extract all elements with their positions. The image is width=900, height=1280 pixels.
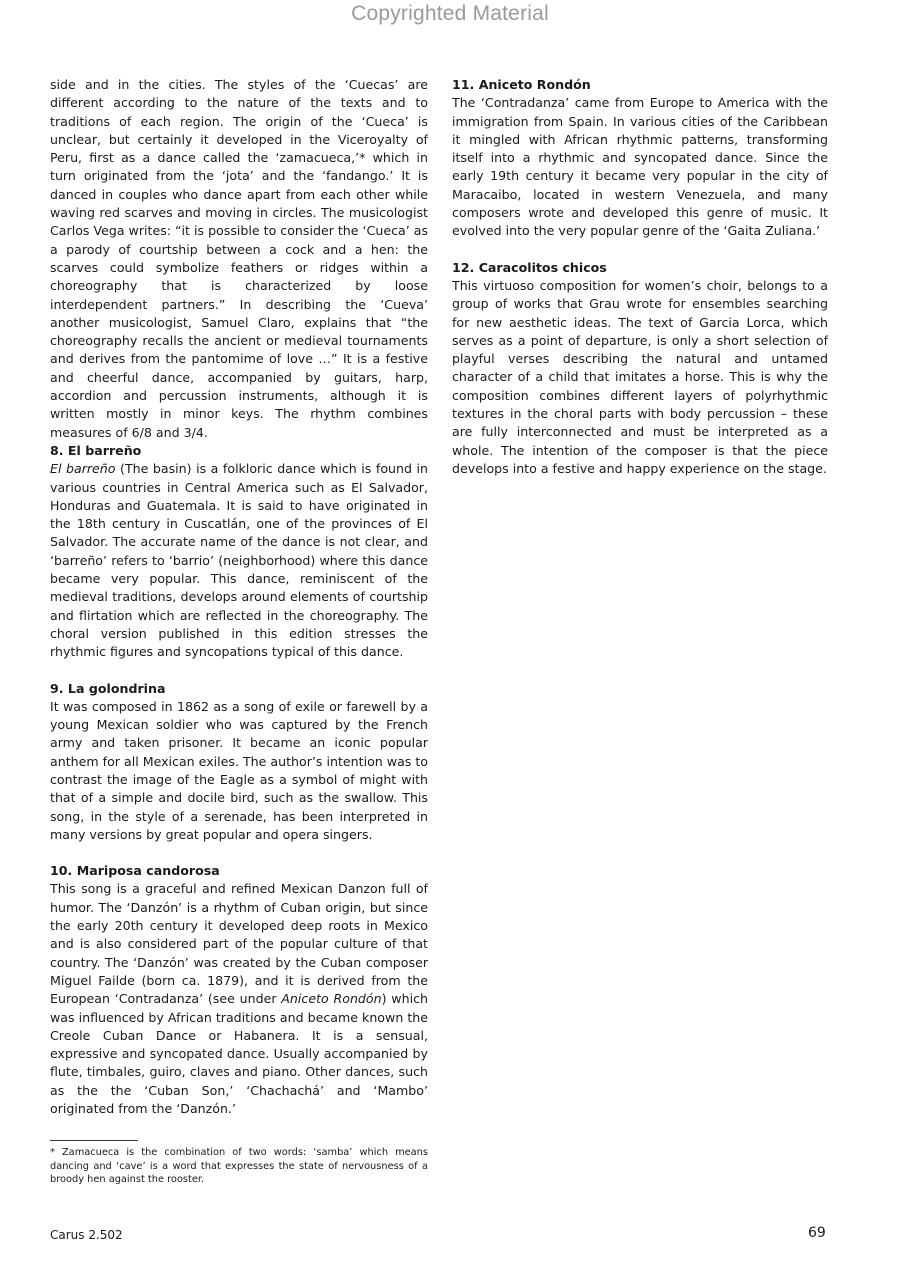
section-body xyxy=(50,880,428,1118)
footnote-divider xyxy=(50,1140,138,1141)
italic-reference: Aniceto Rondón xyxy=(281,991,382,1007)
section-heading: 11. Aniceto Rondón xyxy=(452,77,591,92)
section-heading: 8. El barreño xyxy=(50,442,142,458)
body-text: (The basin) is a folkloric dance which is found in various countries in Central America such as El Salvador, Honduras and Guatemala. It is said to have originated in the 18th century in Cuscatlán, one of the provinces of El Salvador. The accurate name of the dance is not clear, and ‘barreño’ refers to ‘barrio’ (neighborhood) where this dance became very popular. This dance, reminiscent of the medieval traditions, develops around elements of courtship and flirtation which are reflected in the choreography. The choral version published in this edition stresses the rhythmic figures and syncopations typical of this dance. xyxy=(50,461,428,660)
section-body xyxy=(50,460,428,661)
publisher-code: Carus 2.502 xyxy=(50,1228,123,1242)
copyright-watermark: Copyrighted Material xyxy=(351,2,549,25)
right-column xyxy=(452,76,828,496)
section-heading: 10. Mariposa candorosa xyxy=(50,863,220,879)
section-body: It was composed in 1862 as a song of exile or farewell by a young Mexican soldier who was captured by the French army and taken prisoner. It became an iconic popular anthem for all Mexican exiles. The author’s intention was to contrast the image of the Eagle as a symbol of might with that of a simple and docile bird, such as the swallow. This song, in the style of a serenade, has been interpreted in many versions by great popular and opera singers. xyxy=(50,698,428,842)
section-body: This virtuoso composition for women’s choir, belongs to a group of works that Grau wrote for ensembles searching for new aesthetic ideas. The text of Garcia Lorca, which serves as a point of departure, is only a short selection of playful verses describing the natural and untamed character of a child that imitates a horse. This is why the composition combines different layers of polyrhythmic textures in the choral parts with body percussion – these are fully interconnected and must be interpreted as a whole. The intention of the composer is that the piece develops into a festive and happy experience on the stage. xyxy=(452,277,828,476)
section-aniceto-rondon xyxy=(452,76,828,241)
section-el-barreno xyxy=(50,442,428,662)
section-mariposa-candorosa xyxy=(50,862,428,1118)
section-body: The ‘Contradanza’ came from Europe to America with the immigration from Spain. In various cities of the Caribbean it mingled with African rhythmic patterns, transforming itself into a rhythmic and syncopated dance. Since the early 19th century it became very popular in the city of Maracaibo, located in western Venezuela, and many composers wrote and developed this genre of music. It evolved into the very popular genre of the ‘Gaita Zuliana.’ xyxy=(452,95,828,239)
section-heading: 12. Caracolitos chicos xyxy=(452,259,607,275)
footnote: * Zamacueca is the combination of two words: ‘samba’ which means dancing and ‘cave’ is a word that expresses the state of nervousness of a broody hen against the rooster. xyxy=(50,1147,428,1185)
cueca-continuation-paragraph: side and in the cities. The styles of the ‘Cuecas’ are different according to the nature of the texts and to traditions of each region. The origin of the ‘Cueca’ is unclear, but certainly it developed in the Viceroyalty of Peru, first as a dance called the ‘zamacueca,’* which in turn originated from the ‘jota’ and the ‘fandango.’ It is danced in couples who dance apart from each other while waving red scarves and moving in circles. The musicologist Carlos Vega writes: “it is possible to consider the ‘Cueca’ as a parody of courtship between a cock and a hen: the scarves could symbolize feathers or ridges within a choreography that is characterized by loose interdependent partners.” In describing the ‘Cueva’ another musicologist, Samuel Claro, explains that “the choreography recalls the ancient or medieval tournaments and derives from the pantomime of love …” It is a festive and cheerful dance, accompanied by guitars, harp, accordion and percussion instruments, although it is written mostly in minor keys. The rhythm combines measures of 6/8 and 3/4. xyxy=(50,77,428,440)
section-heading: 9. La golondrina xyxy=(50,680,166,696)
page-number: 69 xyxy=(808,1225,826,1241)
italic-title: El barreño xyxy=(50,461,116,477)
body-text: ) which was influenced by African traditions and became known the Creole Cuban Dance or Habanera. It is a sensual, expressive and syncopated dance. Usually accompanied by flute, timbales, guiro, claves and piano. Other dances, such as the the ‘Cuban Son,’ ‘Chachachá’ and ‘Mambo’ originated from the ‘Danzón.’ xyxy=(50,991,428,1117)
section-caracolitos-chicos xyxy=(452,259,828,479)
body-text: This song is a graceful and refined Mexican Danzon full of humor. The ‘Danzón’ is a rhythm of Cuban origin, but since the early 20th century it developed deep roots in Mexico and is also considered part of the popular culture of that country. The ‘Danzón’ was created by the Cuban composer Miguel Failde (born ca. 1879), and it is derived from the European ‘Contradanza’ (see under xyxy=(50,881,428,1007)
section-la-golondrina xyxy=(50,680,428,845)
left-column xyxy=(50,76,428,1136)
